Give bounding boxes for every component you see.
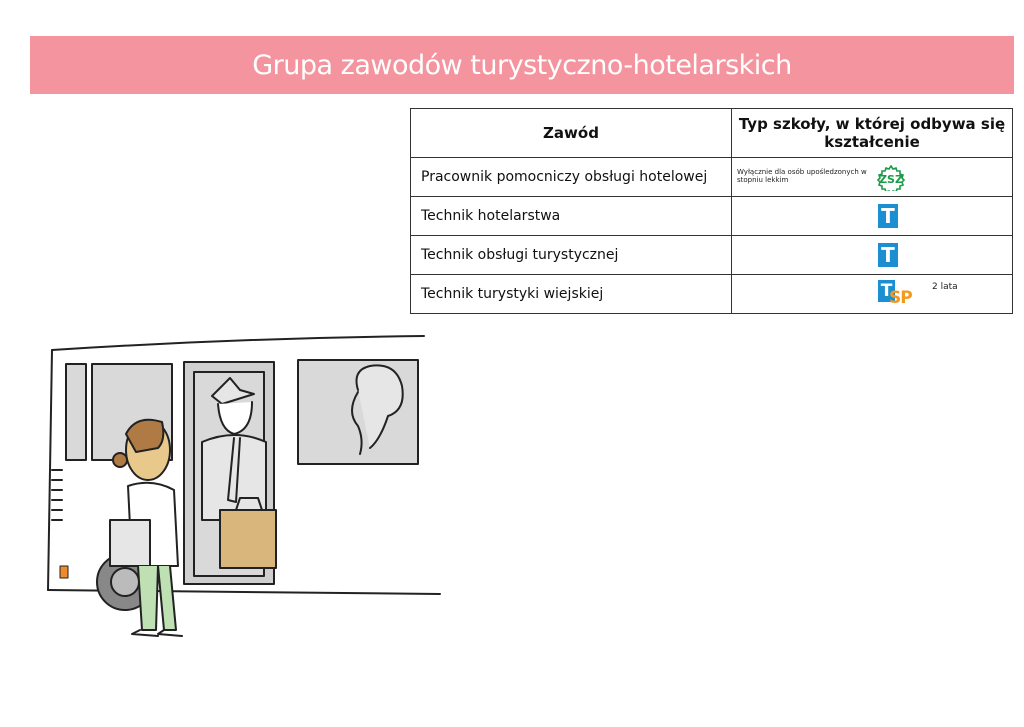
table-row <box>411 236 1013 275</box>
page-title: Grupa zawodów turystyczno-hotelarskich <box>252 49 792 81</box>
gear-icon <box>876 165 906 191</box>
column-header-school-type: Typ szkoły, w której odbywa się kształcenie <box>732 109 1013 158</box>
eligibility-note: Wyłącznie dla osób upośledzonych w stopniu lekkim <box>737 168 867 184</box>
school-type-cell <box>732 158 1013 197</box>
school-type-cell <box>732 236 1013 275</box>
bus-passengers-illustration <box>40 330 450 650</box>
zsz-badge-label: ZSZ <box>879 173 903 186</box>
zsz-badge <box>876 165 906 195</box>
bus-roof-line <box>52 336 424 350</box>
profession-cell: Technik hotelarstwa <box>411 197 732 236</box>
technikum-badge: T <box>878 204 898 228</box>
profession-cell: Technik turystyki wiejskiej <box>411 275 732 314</box>
school-type-cell <box>732 275 1013 314</box>
table-row <box>411 197 1013 236</box>
duration-label: 2 lata <box>932 282 958 292</box>
school-type-cell <box>732 197 1013 236</box>
professions-table <box>410 108 1013 314</box>
tsp-badge <box>878 280 922 308</box>
column-header-profession: Zawód <box>411 109 732 158</box>
tsp-badge-sp: SP <box>889 288 912 308</box>
table-header-row <box>411 109 1013 158</box>
title-banner <box>30 36 1014 94</box>
profession-cell: Pracownik pomocniczy obsługi hotelowej <box>411 158 732 197</box>
tsp-badge-t: T <box>878 280 895 302</box>
table-row <box>411 158 1013 197</box>
profession-cell: Technik obsługi turystycznej <box>411 236 732 275</box>
table-row <box>411 275 1013 314</box>
technikum-badge: T <box>878 243 898 267</box>
